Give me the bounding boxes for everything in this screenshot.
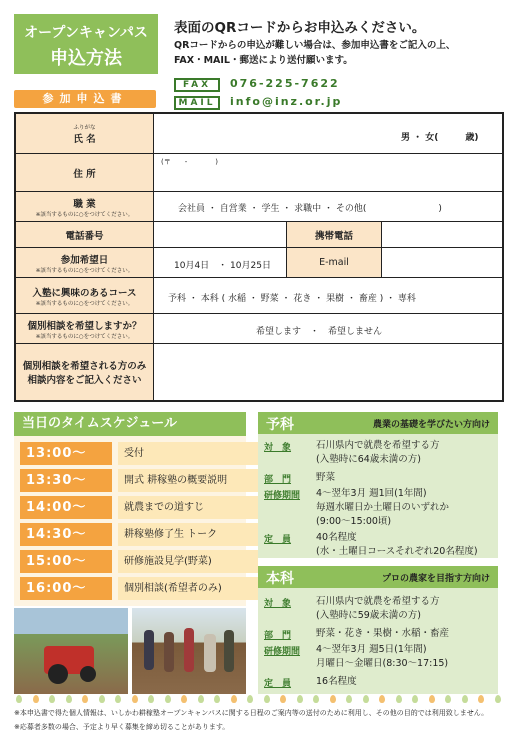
- schedule-activity: 個別相談(希望者のみ): [118, 577, 258, 600]
- name-label: 氏 名: [73, 133, 96, 145]
- consult-detail-field[interactable]: [155, 344, 505, 400]
- drop-shape: [214, 695, 220, 703]
- person-shape: [224, 630, 234, 672]
- drop-shape: [181, 695, 187, 703]
- consult-detail-label-cell: [16, 344, 154, 400]
- consult-detail-row: [16, 344, 502, 400]
- consult-detail-label-line2: 相談内容をご記入ください: [27, 375, 142, 386]
- honka-target-line1: 石川県内で就農を希望する方: [316, 596, 440, 607]
- yoka-target-key: 対 象: [264, 443, 292, 453]
- phone-label-cell: [16, 222, 154, 247]
- drop-shape: [412, 695, 418, 703]
- name-row: [16, 114, 502, 154]
- drop-shape: [82, 695, 88, 703]
- tractor-photo: [14, 608, 128, 694]
- drop-shape: [49, 695, 55, 703]
- course-label-cell: [16, 278, 154, 313]
- schedule-time: 14:30～: [20, 523, 112, 546]
- date-note: ※該当するものに○をつけてください。: [35, 267, 134, 274]
- schedule-activity: 開式 耕稼塾の概要説明: [118, 469, 258, 492]
- drop-shape: [99, 695, 105, 703]
- drop-shape: [16, 695, 22, 703]
- course-options[interactable]: 予科 ・ 本科 ( 水稲 ・ 野菜 ・ 花き ・ 果樹 ・ 畜産 ) ・ 専科: [168, 294, 416, 304]
- yoka-period-line3: (9:00～15:00頃): [316, 516, 392, 527]
- schedule-time: 13:00～: [20, 442, 112, 465]
- honka-name: 本科: [266, 571, 294, 587]
- header-sub-line1: QRコードからの申込が難しい場合は、参加申込書をご記入の上、: [174, 40, 456, 51]
- yoka-target-line1: 石川県内で就農を希望する方: [316, 440, 440, 451]
- schedule-time: 15:00～: [20, 550, 112, 573]
- honka-dept-value: 野菜・花き・果樹・水稲・畜産: [316, 628, 450, 639]
- job-label: 職 業: [73, 198, 96, 210]
- mail-label: MAIL: [174, 96, 220, 110]
- drop-shape: [379, 695, 385, 703]
- schedule-activity: 就農までの道すじ: [118, 496, 258, 519]
- job-options[interactable]: 会社員 ・ 自営業 ・ 学生 ・ 求職中 ・ その他( ): [178, 204, 442, 214]
- fax-label: FAX: [174, 78, 220, 92]
- drop-shape: [462, 695, 468, 703]
- job-row: [16, 192, 502, 222]
- mobile-label: 携帯電話: [314, 230, 353, 242]
- drop-shape: [148, 695, 154, 703]
- title-line1: オープンキャンパス: [24, 25, 148, 41]
- email-field[interactable]: [383, 248, 503, 277]
- gender-age[interactable]: 男 ・ 女( 歳): [401, 133, 479, 143]
- address-label-cell: [16, 154, 154, 191]
- tractor-wheel: [48, 664, 68, 684]
- mobile-label-cell: [286, 222, 382, 247]
- yoka-dept-key: 部 門: [264, 475, 292, 485]
- apply-form-tab: 参加申込書: [14, 90, 156, 108]
- date-label: 参加希望日: [60, 254, 109, 266]
- yoka-capacity-key: 定 員: [264, 535, 292, 545]
- yoka-tagline: 農業の基礎を学びたい方向け: [372, 420, 490, 430]
- drop-shape: [115, 695, 121, 703]
- honka-header: [258, 566, 498, 588]
- drop-shape: [66, 695, 72, 703]
- application-form: [14, 112, 504, 402]
- phone-row: [16, 222, 502, 248]
- drop-shape: [247, 695, 253, 703]
- consult-label: 個別相談を希望しますか？: [27, 320, 142, 332]
- fax-number: 076-225-7622: [230, 77, 340, 90]
- honka-target-key: 対 象: [264, 599, 292, 609]
- email-label-cell: [286, 248, 382, 277]
- drop-shape: [313, 695, 319, 703]
- honka-period-key: 研修期間: [264, 647, 301, 657]
- privacy-note: ※本申込書で得た個人情報は、いしかわ耕稼塾オープンキャンパスに関する日程のご案内等の送付のために利用し、その他の目的では利用致しません。: [14, 709, 489, 717]
- drop-shape: [478, 695, 484, 703]
- yoka-target-value: [316, 439, 440, 467]
- job-note: ※該当するものに○をつけてください。: [35, 211, 134, 218]
- postal-field[interactable]: (〒 - ): [161, 158, 218, 166]
- title-box: [14, 14, 158, 74]
- drop-shape: [280, 695, 286, 703]
- consult-detail-label-line1: 個別相談を希望される方のみ: [22, 361, 147, 372]
- honka-period-value: [316, 643, 448, 671]
- capacity-note: ※応募者多数の場合、予定より早く募集を締め切ることがあります。: [14, 723, 230, 731]
- schedule-list: [14, 436, 246, 606]
- job-label-cell: [16, 192, 154, 221]
- date-label-cell: [16, 248, 154, 277]
- drop-shape: [330, 695, 336, 703]
- drop-shape: [132, 695, 138, 703]
- honka-target-line2: (入塾時に59歳未満の方): [316, 610, 422, 621]
- honka-capacity-key: 定 員: [264, 679, 292, 689]
- course-note: ※該当するものに○をつけてください。: [35, 300, 134, 307]
- date-row: [16, 248, 502, 278]
- drop-shape: [231, 695, 237, 703]
- honka-tagline: プロの農家を目指す方向け: [381, 574, 490, 584]
- course-row: [16, 278, 502, 314]
- header-main: 表面のQRコードからお申込みください。: [174, 20, 426, 36]
- drop-shape: [495, 695, 501, 703]
- honka-capacity-value: 16名程度: [316, 676, 357, 687]
- honka-dept-key: 部 門: [264, 631, 292, 641]
- honka-period-line1: 4～翌年3月 週5日(1年間): [316, 644, 427, 655]
- drop-shape: [297, 695, 303, 703]
- header-sub: [174, 38, 455, 68]
- yoka-course-panel: [258, 412, 498, 558]
- schedule-activity: 研修施設見学(野菜): [118, 550, 258, 573]
- honka-period-line2: 月曜日～金曜日(8:30～17:15): [316, 658, 449, 669]
- furigana-label: ふりがな: [73, 124, 96, 131]
- name-label-cell: [16, 114, 154, 153]
- drop-shape: [346, 695, 352, 703]
- schedule-time: 16:00～: [20, 577, 112, 600]
- drop-shape: [165, 695, 171, 703]
- person-shape: [204, 634, 216, 672]
- consult-options[interactable]: 希望します ・ 希望しません: [256, 327, 383, 337]
- schedule-activity: 受付: [118, 442, 258, 465]
- yoka-target-line2: (入塾時に64歳未満の方): [316, 454, 422, 465]
- yoka-capacity-value: [316, 531, 478, 559]
- drop-shape: [445, 695, 451, 703]
- honka-target-value: [316, 595, 440, 623]
- yoka-period-value: [316, 487, 449, 529]
- consult-note: ※該当するものに○をつけてください。: [35, 333, 134, 340]
- address-row: [16, 154, 502, 192]
- name-field[interactable]: [161, 114, 351, 154]
- drop-shape: [198, 695, 204, 703]
- schedule-title: 当日のタイムスケジュール: [14, 412, 246, 436]
- drop-shape: [429, 695, 435, 703]
- date-options[interactable]: 10月4日 ・ 10月25日: [174, 261, 271, 271]
- mobile-field[interactable]: [383, 222, 503, 247]
- schedule-activity: 耕稼塾修了生 トーク: [118, 523, 258, 546]
- header-sub-line2: FAX・MAIL・郵送により送付願います。: [174, 55, 353, 66]
- yoka-name: 予科: [266, 417, 294, 433]
- title-line2: 申込方法: [50, 48, 122, 69]
- mail-address[interactable]: info@inz.or.jp: [230, 95, 343, 108]
- drop-shape: [363, 695, 369, 703]
- course-label: 入塾に興味のあるコース: [32, 287, 137, 299]
- drop-shape: [264, 695, 270, 703]
- consult-label-cell: [16, 314, 154, 343]
- consult-row: [16, 314, 502, 344]
- greenhouse-photo: [132, 608, 246, 694]
- yoka-capacity-line1: 40名程度: [316, 532, 357, 543]
- email-label: E-mail: [319, 257, 349, 268]
- yoka-period-line1: 4～翌年3月 週1回(1年間): [316, 488, 427, 499]
- phone-label: 電話番号: [65, 230, 104, 242]
- tractor-wheel: [80, 666, 96, 682]
- drop-shape: [33, 695, 39, 703]
- address-label: 住 所: [73, 168, 96, 180]
- person-shape: [184, 628, 194, 672]
- person-shape: [144, 630, 154, 670]
- yoka-dept-value: 野菜: [316, 472, 336, 483]
- yoka-period-key: 研修期間: [264, 491, 301, 501]
- honka-course-panel: [258, 566, 498, 694]
- schedule-time: 14:00～: [20, 496, 112, 519]
- person-shape: [164, 632, 174, 672]
- phone-field[interactable]: [155, 222, 287, 247]
- yoka-header: [258, 412, 498, 434]
- drop-shape: [396, 695, 402, 703]
- yoka-capacity-line2: (水・土曜日コースそれぞれ20名程度): [316, 546, 478, 557]
- yoka-period-line2: 毎週水曜日か土曜日のいずれか: [316, 502, 450, 513]
- schedule-time: 13:30～: [20, 469, 112, 492]
